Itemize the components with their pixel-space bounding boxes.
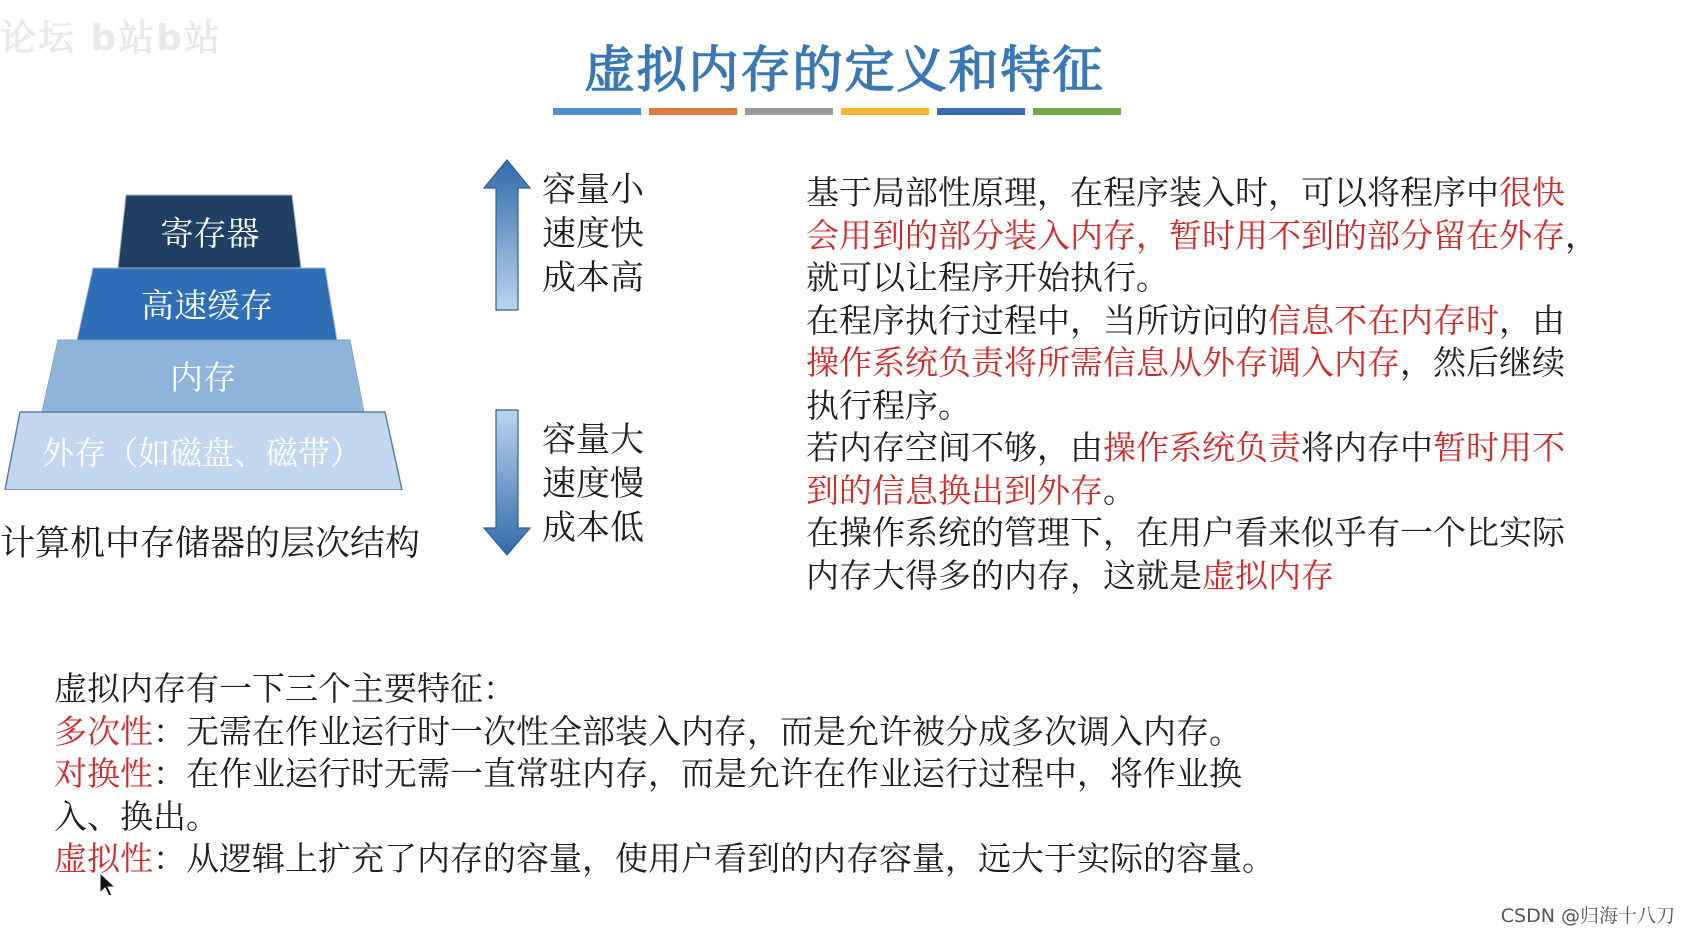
- pyramid-label-memory: 内存: [170, 358, 236, 397]
- definition-line: 在程序执行过程中，当所访问的信息不在内存时，由: [806, 300, 1565, 340]
- arrow-down-icon: [482, 408, 532, 558]
- features-list: [54, 668, 1454, 881]
- definition-line: 执行程序。: [806, 385, 971, 425]
- mouse-cursor-icon: [99, 872, 117, 898]
- arrow-up-label-3: 成本高: [542, 258, 644, 298]
- color-bar-4: [841, 108, 929, 115]
- feature-item: 多次性：无需在作业运行时一次性全部装入内存，而是允许被分成多次调入内存。: [54, 711, 1242, 751]
- pyramid-label-register: 寄存器: [160, 214, 260, 253]
- definition-line: 在操作系统的管理下，在用户看来似乎有一个比实际: [806, 513, 1565, 552]
- arrow-down-label-3: 成本低: [542, 508, 644, 548]
- csdn-watermark: CSDN @归海十八刀: [1500, 905, 1675, 927]
- color-bar-5: [937, 108, 1025, 115]
- feature-item: 对换性：在作业运行时无需一直常驻内存，而是允许在作业运行过程中，将作业换: [54, 754, 1242, 793]
- pyramid-label-storage: 外存（如磁盘、磁带）: [41, 434, 363, 472]
- page-title: 虚拟内存的定义和特征: [584, 41, 1105, 99]
- watermark: 论坛 b站b站: [0, 18, 223, 59]
- arrow-down-label-2: 速度慢: [542, 464, 644, 504]
- definition-text: [806, 172, 1656, 597]
- features-intro: 虚拟内存有一下三个主要特征：: [54, 669, 516, 708]
- feature-item: 虚拟性：从逻辑上扩充了内存的容量，使用户看到的内存容量，远大于实际的容量。: [54, 839, 1275, 878]
- arrow-up-labels: [542, 168, 644, 300]
- arrow-up-label-2: 速度快: [542, 214, 644, 254]
- color-bar-1: [553, 108, 641, 115]
- arrow-up-label-1: 容量小: [542, 170, 644, 210]
- definition-line: 基于局部性原理，在程序装入时，可以将程序中很快: [806, 173, 1565, 212]
- definition-line: 若内存空间不够，由操作系统负责将内存中暂时用不: [806, 428, 1565, 467]
- definition-line: 操作系统负责将所需信息从外存调入内存，然后继续: [806, 343, 1565, 382]
- pyramid-label-cache: 高速缓存: [141, 286, 273, 325]
- color-bar-3: [745, 108, 833, 115]
- color-bar-2: [649, 108, 737, 115]
- memory-hierarchy-pyramid: [0, 190, 420, 490]
- definition-line: 内存大得多的内存，这就是虚拟内存: [806, 555, 1334, 595]
- definition-line: 会用到的部分装入内存，暂时用不到的部分留在外存，: [806, 215, 1598, 255]
- feature-item-continued: 入、换出。: [54, 796, 219, 836]
- arrow-down-labels: [542, 418, 644, 550]
- definition-line: 到的信息换出到外存。: [806, 470, 1136, 510]
- title-underline-bars: [553, 108, 1121, 115]
- arrow-up-icon: [482, 158, 532, 313]
- pyramid-caption: 计算机中存储器的层次结构: [0, 524, 421, 564]
- arrow-down-label-1: 容量大: [542, 420, 644, 460]
- color-bar-6: [1033, 108, 1121, 115]
- definition-line: 就可以让程序开始执行。: [806, 258, 1169, 297]
